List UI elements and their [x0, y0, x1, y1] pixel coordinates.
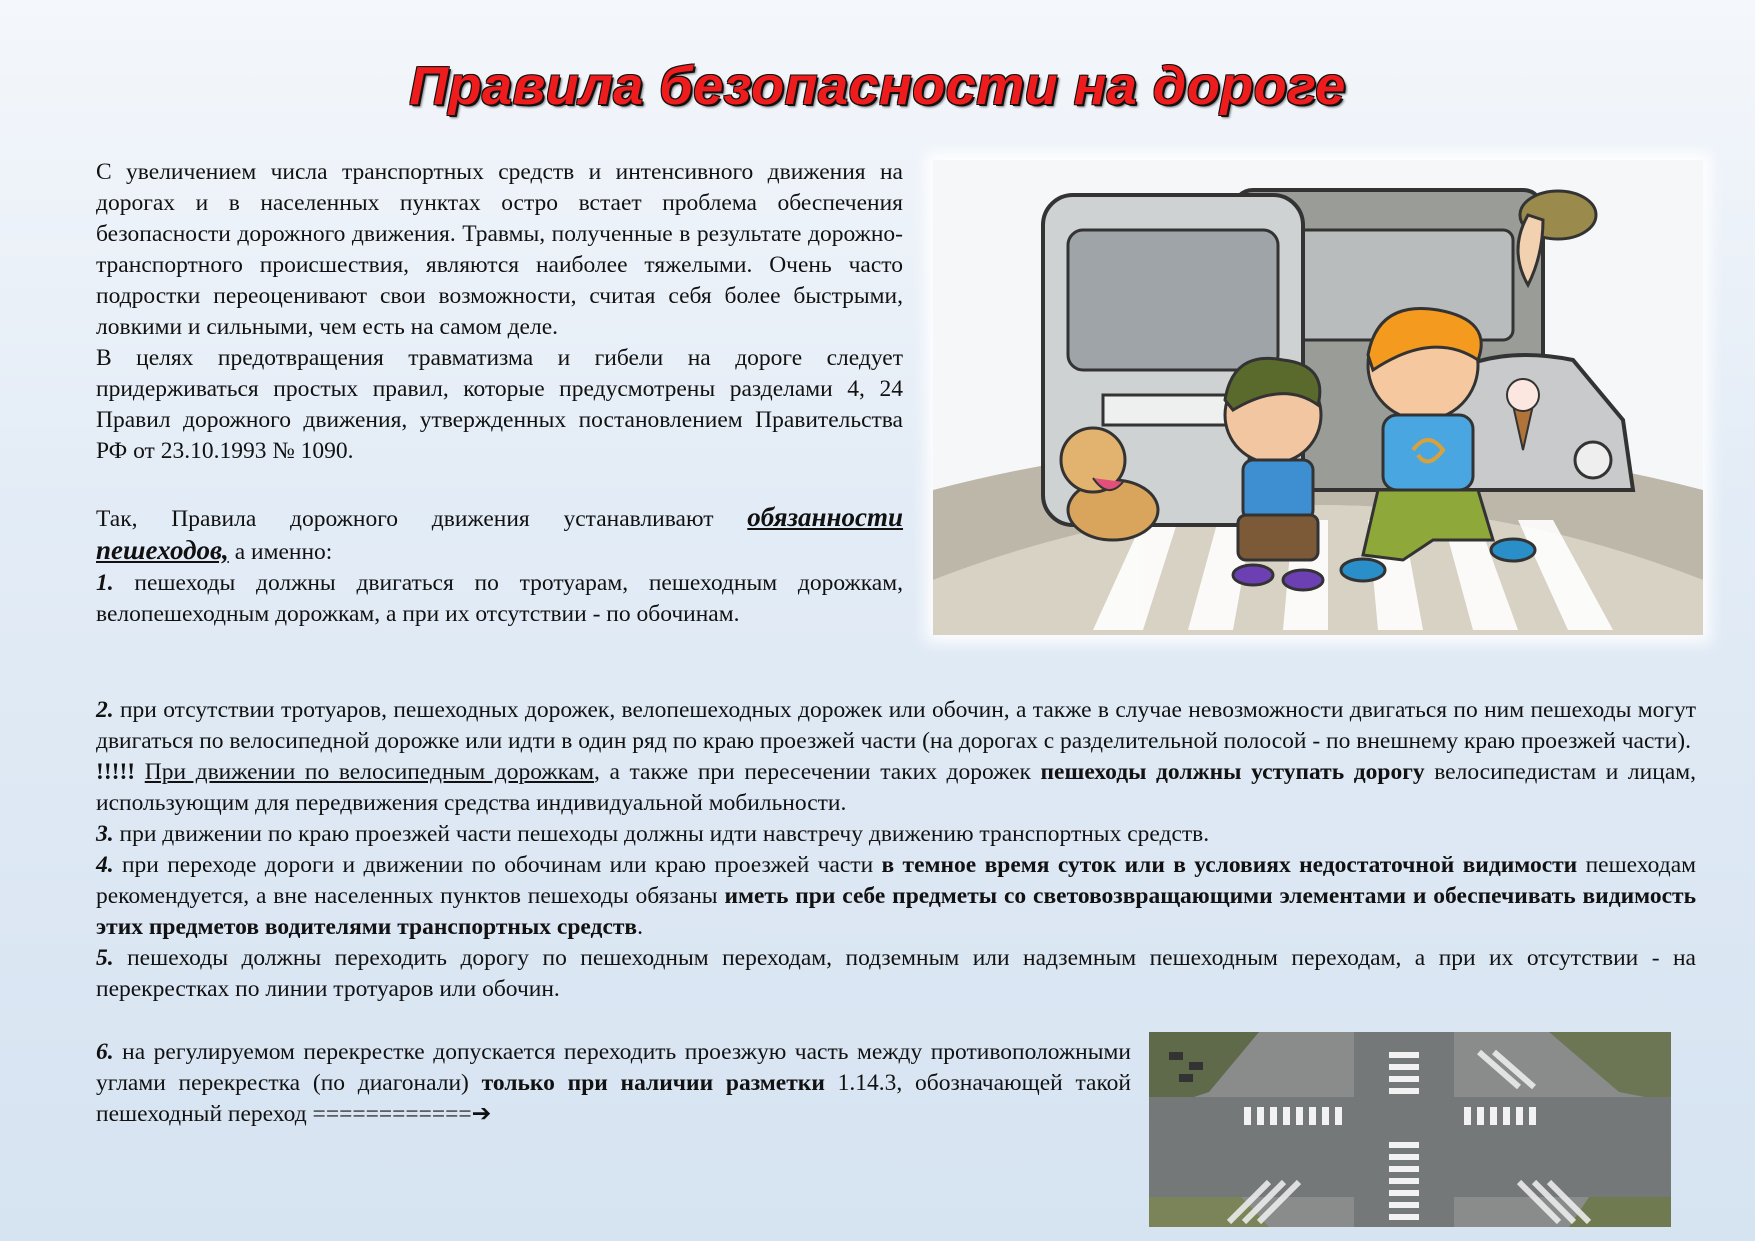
rule-text: пешеходы должны двигаться по тротуарам, пешеходным дорожкам, велопешеходным дорожкам, а при их отсутствии - по обочинам.: [96, 570, 903, 627]
children-crossing-illustration: [933, 160, 1703, 635]
rule-1: [96, 568, 903, 630]
rule-number: 6.: [96, 1039, 114, 1065]
intro-column: [96, 157, 903, 630]
rule-5: [96, 943, 1696, 1005]
rule-bold: только при наличии разметки: [481, 1070, 825, 1096]
rule-text: при переходе дороги и движении по обочинам или краю проезжей части: [113, 852, 882, 878]
rule-number: 1.: [96, 570, 114, 596]
page-title: Правила безопасности на дороге: [409, 56, 1346, 116]
arrow-right-icon: ➔: [471, 1101, 492, 1127]
rule-3: [96, 819, 1696, 850]
rule-bold: иметь при себе предметы со световозвращающими элементами и обеспечивать видимость этих предметов водителями транспортных средств: [96, 883, 1696, 940]
rule-text: пешеходам рекомендуется, а вне населенных пунктов пешеходы обязаны: [96, 852, 1696, 909]
rule-text: при отсутствии тротуаров, пешеходных дорожек, велопешеходных дорожек или обочин, а также в случае невозможности двигаться по ним пешеходы могут двигаться по велосипедной дорожке или идти в один ряд по краю проезжей части (на дорогах с разделительной полосой - по внешнему краю проезжей части).: [96, 697, 1696, 754]
warning-bold: пешеходы должны уступать дорогу: [1040, 759, 1425, 785]
diagonal-crossing-photo: [1149, 1032, 1671, 1227]
duties-lead-end: а именно:: [228, 539, 333, 565]
rule-text: при движении по краю проезжей части пешеходы должны идти навстречу движению транспортных средств.: [113, 821, 1210, 847]
rule-bold: в темное время суток или в условиях недостаточной видимости: [881, 852, 1578, 878]
cycle-path-warning: [96, 757, 1696, 819]
warning-underlined: При движении по велосипедным дорожкам: [144, 759, 594, 785]
duties-keyword: обязанности пешеходов,: [96, 502, 904, 565]
rule-number: 2.: [96, 697, 114, 723]
rule-text: 1.14.3, обозначающей такой пешеходный переход ============: [96, 1070, 1132, 1127]
rule-4: [96, 850, 1696, 943]
warning-end: велосипедистам и лицам, использующим для передвижения средства индивидуальной мобильности.: [96, 759, 1696, 816]
intro-paragraph-1: С увеличением числа транспортных средств и интенсивного движения на дорогах и в населенных пунктах остро встает проблема обеспечения безопасности дорожного движения. Травмы, полученные в результате дорожно-транспортного происшествия, являются наиболее тяжелыми. Очень часто подростки переоценивают свои возможности, считая себя более быстрыми, ловкими и сильными, чем есть на самом деле.: [96, 159, 903, 340]
rules-column: [96, 695, 1696, 1005]
rule-2: [96, 695, 1696, 757]
rule-6: [96, 1037, 1131, 1130]
rule-text: на регулируемом перекрестке допускается переходить проезжую часть между противоположными углами перекрестка (по диагонали): [96, 1039, 1131, 1096]
warning-text: , а также при пересечении таких дорожек: [594, 759, 1041, 785]
rule-number: 5.: [96, 945, 114, 971]
rule-number: 4.: [96, 852, 114, 878]
warning-marks: !!!!!: [96, 759, 136, 785]
rule-text: .: [637, 914, 643, 940]
rule-6-column: [96, 1037, 1131, 1130]
intro-paragraph-2: В целях предотвращения травматизма и гибели на дороге следует придерживаться простых правил, которые предусмотрены разделами 4, 24 Правил дорожного движения, утвержденных постановлением Правительства РФ от 23.10.1993 № 1090.: [96, 345, 903, 464]
rule-text: пешеходы должны переходить дорогу по пешеходным переходам, подземным или надземным пешеходным переходам, а при их отсутствии - на перекрестках по линии тротуаров или обочин.: [96, 945, 1696, 1002]
duties-lead: Так, Правила дорожного движения устанавливают: [96, 506, 714, 532]
rule-number: 3.: [96, 821, 114, 847]
duties-paragraph: [96, 502, 903, 568]
